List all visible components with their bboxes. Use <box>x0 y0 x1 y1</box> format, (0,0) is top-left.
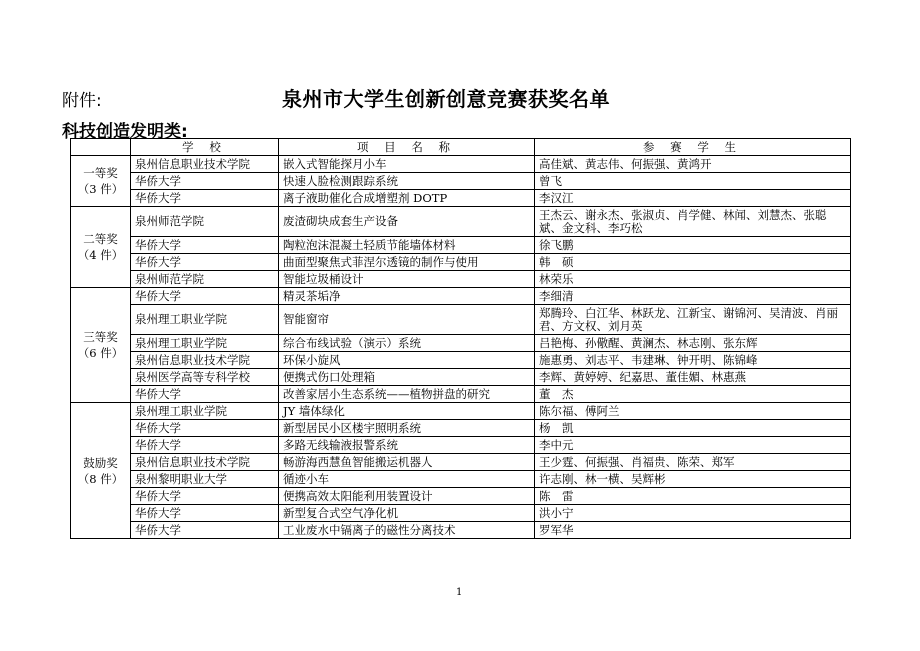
school-cell: 泉州医学高等专科学校 <box>131 369 279 386</box>
table-row <box>71 352 851 369</box>
students-cell: 王杰云、谢永杰、张淑贞、肖学健、林闻、刘慧杰、张聪斌、金文科、李巧松 <box>535 207 851 237</box>
table-row <box>71 369 851 386</box>
school-cell: 泉州师范学院 <box>131 271 279 288</box>
table-row <box>71 237 851 254</box>
school-cell: 泉州黎明职业大学 <box>131 471 279 488</box>
students-cell: 曾飞 <box>535 173 851 190</box>
project-cell: 循迹小车 <box>279 471 535 488</box>
project-cell: 曲面型聚焦式菲涅尔透镜的制作与使用 <box>279 254 535 271</box>
table-header-row <box>71 139 851 156</box>
table-row <box>71 403 851 420</box>
table-row <box>71 522 851 539</box>
header-project: 项 目 名 称 <box>279 139 535 156</box>
project-cell: 智能垃圾桶设计 <box>279 271 535 288</box>
project-cell: 嵌入式智能探月小车 <box>279 156 535 173</box>
project-cell: 精灵茶垢净 <box>279 288 535 305</box>
students-cell: 林荣乐 <box>535 271 851 288</box>
award-level: 三等奖 <box>83 330 118 344</box>
school-cell: 华侨大学 <box>131 386 279 403</box>
document-title: 泉州市大学生创新创意竞赛获奖名单 <box>282 87 610 111</box>
award-level-cell <box>71 207 131 288</box>
students-cell: 许志刚、林一横、吴辉彬 <box>535 471 851 488</box>
table-row <box>71 420 851 437</box>
project-cell: 便携高效太阳能利用装置设计 <box>279 488 535 505</box>
project-cell: 改善家居小生态系统——植物拼盘的研究 <box>279 386 535 403</box>
header-school: 学 校 <box>131 139 279 156</box>
students-cell: 董 杰 <box>535 386 851 403</box>
school-cell: 华侨大学 <box>131 420 279 437</box>
school-cell: 华侨大学 <box>131 437 279 454</box>
header-students: 参 赛 学 生 <box>535 139 851 156</box>
award-level-cell <box>71 156 131 207</box>
students-cell: 韩 硕 <box>535 254 851 271</box>
awards-table <box>70 138 851 539</box>
students-cell: 施惠勇、刘志平、韦建琳、钟开明、陈锦峰 <box>535 352 851 369</box>
school-cell: 华侨大学 <box>131 505 279 522</box>
table-row <box>71 254 851 271</box>
attachment-label: 附件: <box>62 91 102 111</box>
students-cell: 陈 雷 <box>535 488 851 505</box>
students-cell: 李汉江 <box>535 190 851 207</box>
table-row <box>71 471 851 488</box>
project-cell: 新型居民小区楼宇照明系统 <box>279 420 535 437</box>
table-row <box>71 271 851 288</box>
school-cell: 泉州信息职业技术学院 <box>131 454 279 471</box>
project-cell: 快速人脸检测跟踪系统 <box>279 173 535 190</box>
table-row <box>71 173 851 190</box>
school-cell: 华侨大学 <box>131 254 279 271</box>
students-cell: 高佳斌、黄志伟、何振强、黄鸿开 <box>535 156 851 173</box>
students-cell: 洪小宁 <box>535 505 851 522</box>
school-cell: 华侨大学 <box>131 237 279 254</box>
school-cell: 泉州信息职业技术学院 <box>131 352 279 369</box>
school-cell: 泉州理工职业学院 <box>131 305 279 335</box>
students-cell: 李中元 <box>535 437 851 454</box>
students-cell: 王少霆、何振强、肖福贵、陈荣、郑军 <box>535 454 851 471</box>
project-cell: 综合布线试验（演示）系统 <box>279 335 535 352</box>
school-cell: 泉州师范学院 <box>131 207 279 237</box>
header-level <box>71 139 131 156</box>
school-cell: 华侨大学 <box>131 522 279 539</box>
project-cell: 新型复合式空气净化机 <box>279 505 535 522</box>
school-cell: 华侨大学 <box>131 488 279 505</box>
table-row <box>71 190 851 207</box>
award-level-cell <box>71 288 131 403</box>
school-cell: 华侨大学 <box>131 288 279 305</box>
award-level: 二等奖 <box>83 232 118 246</box>
project-cell: 废渣砌块成套生产设备 <box>279 207 535 237</box>
table-row <box>71 488 851 505</box>
award-count: （4 件） <box>77 248 124 262</box>
page-number: 1 <box>456 587 463 598</box>
students-cell: 吕艳梅、孙儆醒、黄澜杰、林志刚、张东辉 <box>535 335 851 352</box>
table-row <box>71 437 851 454</box>
school-cell: 泉州信息职业技术学院 <box>131 156 279 173</box>
project-cell: 便携式伤口处理箱 <box>279 369 535 386</box>
students-cell: 郑腾玲、白江华、林跃龙、江新宝、谢锦河、吴清波、肖丽君、方文权、刘月英 <box>535 305 851 335</box>
students-cell: 杨 凯 <box>535 420 851 437</box>
project-cell: 陶粒泡沫混凝土轻质节能墙体材料 <box>279 237 535 254</box>
award-level: 鼓励奖 <box>83 455 118 470</box>
students-cell: 李辉、黄婷婷、纪嘉思、董佳媚、林惠燕 <box>535 369 851 386</box>
project-cell: 环保小旋风 <box>279 352 535 369</box>
students-cell: 罗军华 <box>535 522 851 539</box>
table-row <box>71 288 851 305</box>
award-count: （8 件） <box>77 471 124 486</box>
project-cell: JY 墙体绿化 <box>279 403 535 420</box>
table-row <box>71 207 851 237</box>
students-cell: 李细清 <box>535 288 851 305</box>
project-cell: 畅游海西慧鱼智能搬运机器人 <box>279 454 535 471</box>
students-cell: 徐飞鹏 <box>535 237 851 254</box>
table-row <box>71 335 851 352</box>
table-row <box>71 454 851 471</box>
award-level-cell <box>71 403 131 539</box>
project-cell: 智能窗帘 <box>279 305 535 335</box>
table-row <box>71 386 851 403</box>
award-count: （6 件） <box>77 346 124 360</box>
students-cell: 陈尔福、傅阿兰 <box>535 403 851 420</box>
award-count: （3 件） <box>77 182 124 196</box>
school-cell: 华侨大学 <box>131 173 279 190</box>
table-row <box>71 305 851 335</box>
award-level: 一等奖 <box>83 166 118 180</box>
table-row <box>71 505 851 522</box>
school-cell: 泉州理工职业学院 <box>131 335 279 352</box>
project-cell: 离子液助催化合成增塑剂 DOTP <box>279 190 535 207</box>
project-cell: 工业废水中镉离子的磁性分离技术 <box>279 522 535 539</box>
project-cell: 多路无线输液报警系统 <box>279 437 535 454</box>
school-cell: 泉州理工职业学院 <box>131 403 279 420</box>
school-cell: 华侨大学 <box>131 190 279 207</box>
category-heading: 科技创造发明类: <box>62 122 188 142</box>
awards-table-body <box>71 156 851 539</box>
table-row <box>71 156 851 173</box>
